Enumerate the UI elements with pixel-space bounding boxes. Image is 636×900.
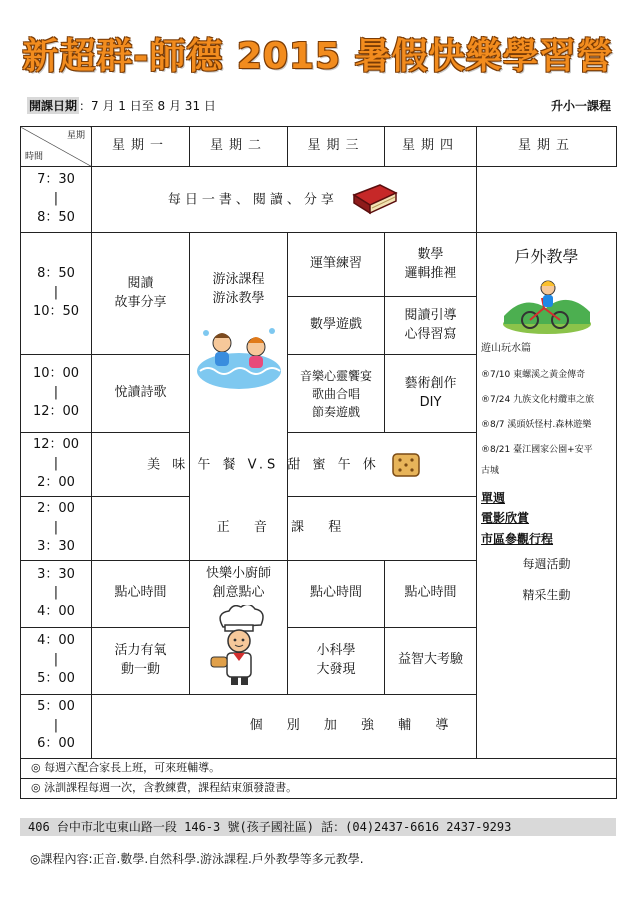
day-header: 星期一 — [92, 127, 190, 167]
wed-music-cell: 音樂心靈饗宴 歌曲合唱 節奏遊戲 — [288, 355, 385, 433]
corner-bottom-label: 時間 — [25, 151, 44, 162]
day-header: 星期三 — [288, 127, 385, 167]
outdoor-subtitle: 遊山玩水篇 — [481, 343, 531, 355]
zhuyin-cell: 正 音 課 程 — [92, 497, 477, 561]
time-cell: 4：00 | 5：00 — [21, 627, 92, 694]
trip-item: ®8/21 臺江國家公園+安平 — [481, 444, 593, 455]
time-cell: 12：00 | 2：00 — [21, 433, 92, 497]
swimming-kids-icon — [194, 313, 284, 391]
wed-mathgame-cell: 數學遊戲 — [288, 297, 385, 355]
cracker-icon — [391, 452, 421, 478]
tue-chef-cell: 快樂小廚師 創意點心 — [190, 561, 288, 695]
thu-logic-cell: 數學 邏輯推裡 — [385, 233, 477, 297]
chef-icon — [207, 605, 271, 687]
tutoring-cell: 個 別 加 強 輔 導 — [92, 694, 617, 758]
info-bar — [27, 97, 611, 115]
day-header: 星期二 — [190, 127, 288, 167]
friday-cell — [477, 233, 617, 759]
wed-science-cell: 小科學 大發現 — [288, 627, 385, 694]
reading-cell — [92, 167, 477, 233]
thu-guide-cell: 閱讀引導 心得習寫 — [385, 297, 477, 355]
thu-snack-cell: 點心時間 — [385, 561, 477, 628]
time-cell: 8：50 | 10：50 — [21, 233, 92, 355]
note-row: ◎ 泳訓課程每週一次，含教練費，課程結束頒發證書。 — [21, 778, 617, 798]
time-cell: 10：00 | 12：00 — [21, 355, 92, 433]
mon-snack-cell: 點心時間 — [92, 561, 190, 628]
trip-item-tail: 古城 — [481, 465, 500, 476]
trip-item: ®8/7 溪頭妖怪村.森林遊樂 — [481, 419, 592, 430]
trip-item: ®7/10 東螺溪之黃金傳奇 — [481, 369, 586, 380]
mon-energy-cell: 活力有氧 動一動 — [92, 627, 190, 694]
day-header: 星期五 — [477, 127, 617, 167]
day-header: 星期四 — [385, 127, 477, 167]
time-cell: 3：30 | 4：00 — [21, 561, 92, 628]
course-level: 升小一課程 — [550, 99, 611, 113]
mon-poem-cell: 悅讀詩歌 — [92, 355, 190, 433]
time-cell: 2：00 | 3：30 — [21, 497, 92, 561]
course-content: ◎課程內容:正音.數學.自然科學.游泳課程.戶外教學等多元教學. — [30, 852, 364, 866]
corner-top-label: 星期 — [66, 131, 85, 141]
address-bar: 406 台中市北屯東山路一段 146-3 號(孩子國社區) 話：(04)2437-6616 2437-9293 — [20, 818, 616, 836]
outdoor-heading: 戶外教學 — [514, 247, 579, 266]
tue-swim-cell: 游泳課程 游泳教學 — [190, 233, 288, 561]
time-cell: 5：00 | 6：00 — [21, 694, 92, 758]
header-row — [21, 127, 617, 167]
mon-story-cell: 閱讀 故事分享 — [92, 233, 190, 355]
wed-pen-cell: 運筆練習 — [288, 233, 385, 297]
thu-art-cell: 藝術創作 DIY — [385, 355, 477, 433]
date-label: 開課日期 — [29, 99, 78, 113]
closing-line: 每週活動 — [522, 557, 571, 572]
page-title: 新超群-師德 2015 暑假快樂學習營 — [22, 36, 614, 77]
lunch-cell — [92, 433, 477, 497]
date-value: ：7 月 1 日至 8 月 31 日 — [79, 99, 216, 113]
note-row: ◎ 每週六配合家長上班，可來班輔導。 — [21, 758, 617, 778]
weekly-item: 市區參觀行程 — [481, 531, 554, 546]
weekly-item: 電影欣賞 — [481, 511, 530, 526]
weekly-item: 單週 — [481, 490, 506, 505]
trip-item: ®7/24 九族文化村纜車之旅 — [481, 394, 595, 405]
cycling-kids-icon — [502, 274, 592, 334]
time-cell: 7：30 | 8：50 — [21, 167, 92, 233]
thu-quiz-cell: 益智大考驗 — [385, 627, 477, 694]
reading-text: 每日一書、閱讀、分享 — [167, 192, 338, 207]
corner-cell — [21, 127, 92, 167]
wed-snack-cell: 點心時間 — [288, 561, 385, 628]
closing-line: 精采生動 — [522, 588, 571, 603]
schedule-table — [20, 126, 617, 799]
lunch-text: 美 味 午 餐 V.S 甜 蜜 午 休 — [147, 457, 380, 472]
book-icon — [350, 183, 400, 217]
